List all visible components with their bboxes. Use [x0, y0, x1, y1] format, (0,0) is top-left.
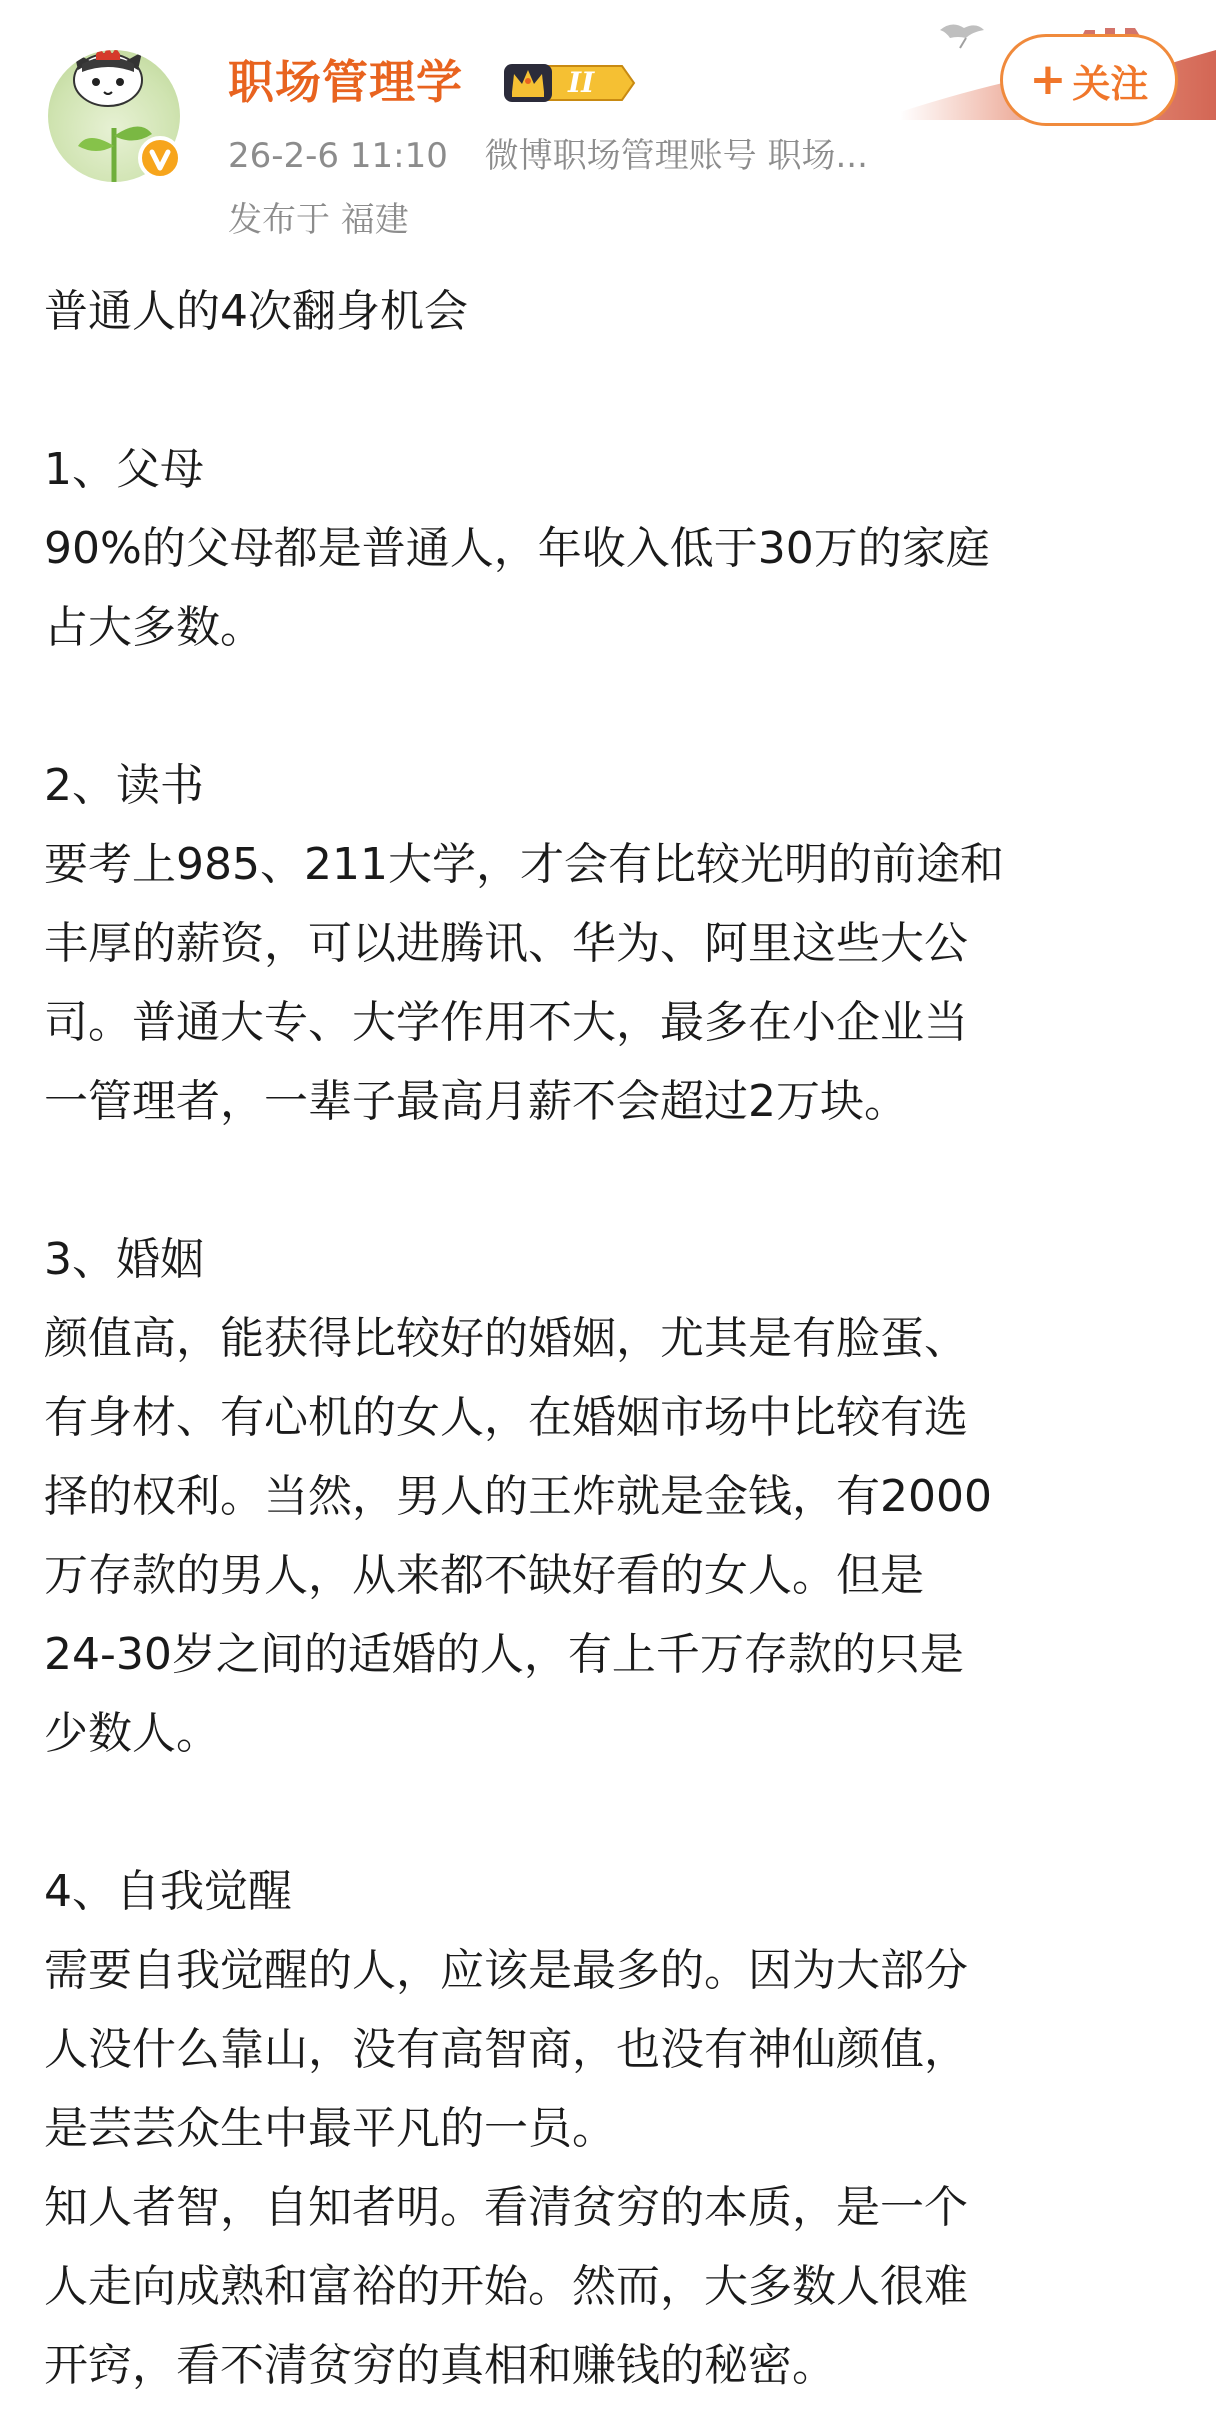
crown-level-badge-icon[interactable]: [502, 58, 638, 108]
post-content: [44, 272, 1194, 2405]
post-line: 要考上985、211大学，才会有比较光明的前途和: [44, 839, 1004, 890]
post-line: 择的权利。当然，男人的王炸就是金钱，有2000: [44, 1471, 992, 1522]
post-line: 知人者智，自知者明。看清贫穷的本质，是一个: [44, 2182, 968, 2233]
plus-icon: +: [1029, 54, 1067, 105]
post-line: 司。普通大专、大学作用不大，最多在小企业当: [44, 997, 968, 1048]
post-line: 占大多数。: [44, 602, 264, 653]
post-line: 人走向成熟和富裕的开始。然而，大多数人很难: [44, 2261, 968, 2312]
post-line: 有身材、有心机的女人，在婚姻市场中比较有选: [44, 1392, 968, 1443]
post-line: 少数人。: [44, 1708, 220, 1759]
post-line: 万存款的男人，从来都不缺好看的女人。但是: [44, 1550, 924, 1601]
post-header: [0, 0, 1216, 270]
verified-badge-icon: [138, 136, 182, 180]
blank-line: [44, 1141, 1194, 1220]
section-heading: 4、自我觉醒: [44, 1866, 292, 1917]
section-heading: 3、婚姻: [44, 1234, 204, 1285]
post-line: 一管理者，一辈子最高月薪不会超过2万块。: [44, 1076, 908, 1127]
post-line: 颜值高，能获得比较好的婚姻，尤其是有脸蛋、: [44, 1313, 968, 1364]
section-heading: 1、父母: [44, 444, 204, 495]
follow-label: 关注: [1072, 61, 1149, 106]
post-line: 90%的父母都是普通人，年收入低于30万的家庭: [44, 523, 990, 574]
follow-button[interactable]: [1000, 34, 1178, 126]
post-line: 需要自我觉醒的人，应该是最多的。因为大部分: [44, 1945, 968, 1996]
account-description[interactable]: 微博职场管理账号 职场...: [484, 136, 868, 176]
post-line: 人没什么靠山，没有高智商，也没有神仙颜值，: [44, 2024, 968, 2075]
blank-line: [44, 351, 1194, 430]
section-heading: 2、读书: [44, 760, 204, 811]
post-time: 26-2-6 11:10: [228, 136, 448, 176]
post-line: 24-30岁之间的适婚的人，有上千万存款的只是: [44, 1629, 964, 1680]
post-meta: [228, 134, 868, 178]
post-line: 开窍，看不清贫穷的真相和赚钱的秘密。: [44, 2340, 836, 2391]
post-line: 丰厚的薪资，可以进腾讯、华为、阿里这些大公: [44, 918, 968, 969]
level-label: II: [568, 66, 595, 99]
post-line: 是芸芸众生中最平凡的一员。: [44, 2103, 616, 2154]
blank-line: [44, 667, 1194, 746]
post-line: 普通人的4次翻身机会: [44, 286, 468, 337]
username[interactable]: 职场管理学: [228, 55, 463, 109]
post-location: 发布于 福建: [228, 200, 409, 240]
blank-line: [44, 1773, 1194, 1852]
